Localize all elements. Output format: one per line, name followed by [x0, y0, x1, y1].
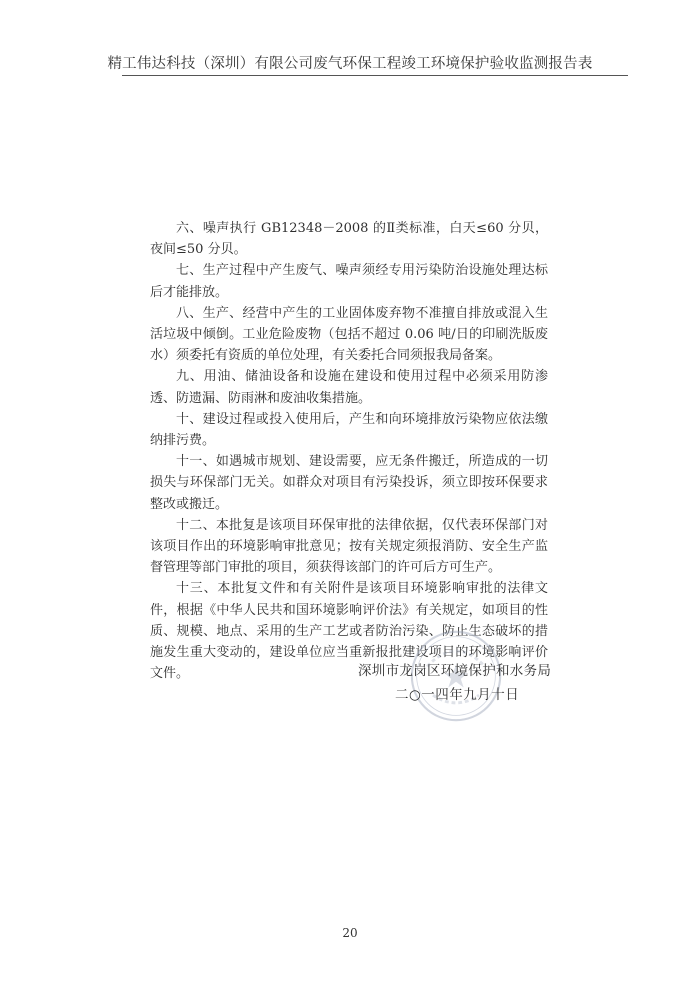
clause-6: 六、噪声执行 GB12348－2008 的Ⅱ类标准，白天≤60 分贝，夜间≤50 分贝。 — [150, 221, 548, 258]
approval-body — [150, 218, 548, 684]
page-number: 20 — [342, 926, 358, 940]
clause-10: 十、建设过程或投入使用后，产生和向环境排放污染物应依法缴纳排污费。 — [150, 411, 548, 449]
issue-date: 二○一四年九月十日 — [395, 687, 520, 703]
report-header-title: 精工伟达科技（深圳）有限公司废气环保工程竣工环境保护验收监测报告表 — [107, 56, 593, 72]
clause-13: 十三、本批复文件和有关附件是该项目环境影响审批的法律文件，根据《中华人民共和国环境影响评价法》有关规定，如项目的性质、规模、地点、采用的生产工艺或者防治污染、防止生态破坏的措施发生重大变动的，建设单位应当重新报批建设项目的环境影响评价文件。 — [150, 581, 548, 682]
clause-12: 十二、本批复是该项目环保审批的法律依据，仅代表环保部门对该项目作出的环境影响审批意见；按有关规定须报消防、安全生产监督管理等部门审批的项目，须获得该部门的许可后方可生产。 — [150, 517, 548, 576]
clause-11: 十一、如遇城市规划、建设需要，应无条件搬迁，所造成的一切损失与环保部门无关。如群众对项目有污染投诉，须立即按环保要求整改或搬迁。 — [150, 454, 548, 512]
clause-7: 七、生产过程中产生废气、噪声须经专用污染防治设施处理达标后才能排放。 — [150, 263, 548, 300]
header-divider — [122, 75, 628, 76]
clause-8: 八、生产、经营中产生的工业固体废弃物不准擅自排放或混入生活垃圾中倾倒。工业危险废物（包括不超过 0.06 吨/日的印刷洗版废水）须委托有资质的单位处理，有关委托合同须报我局备案。 — [150, 305, 548, 364]
clause-9: 九、用油、储油设备和设施在建设和使用过程中必须采用防渗透、防遗漏、防雨淋和废油收集措施。 — [150, 369, 548, 406]
issuing-authority: 深圳市龙岗区环境保护和水务局 — [358, 663, 552, 679]
